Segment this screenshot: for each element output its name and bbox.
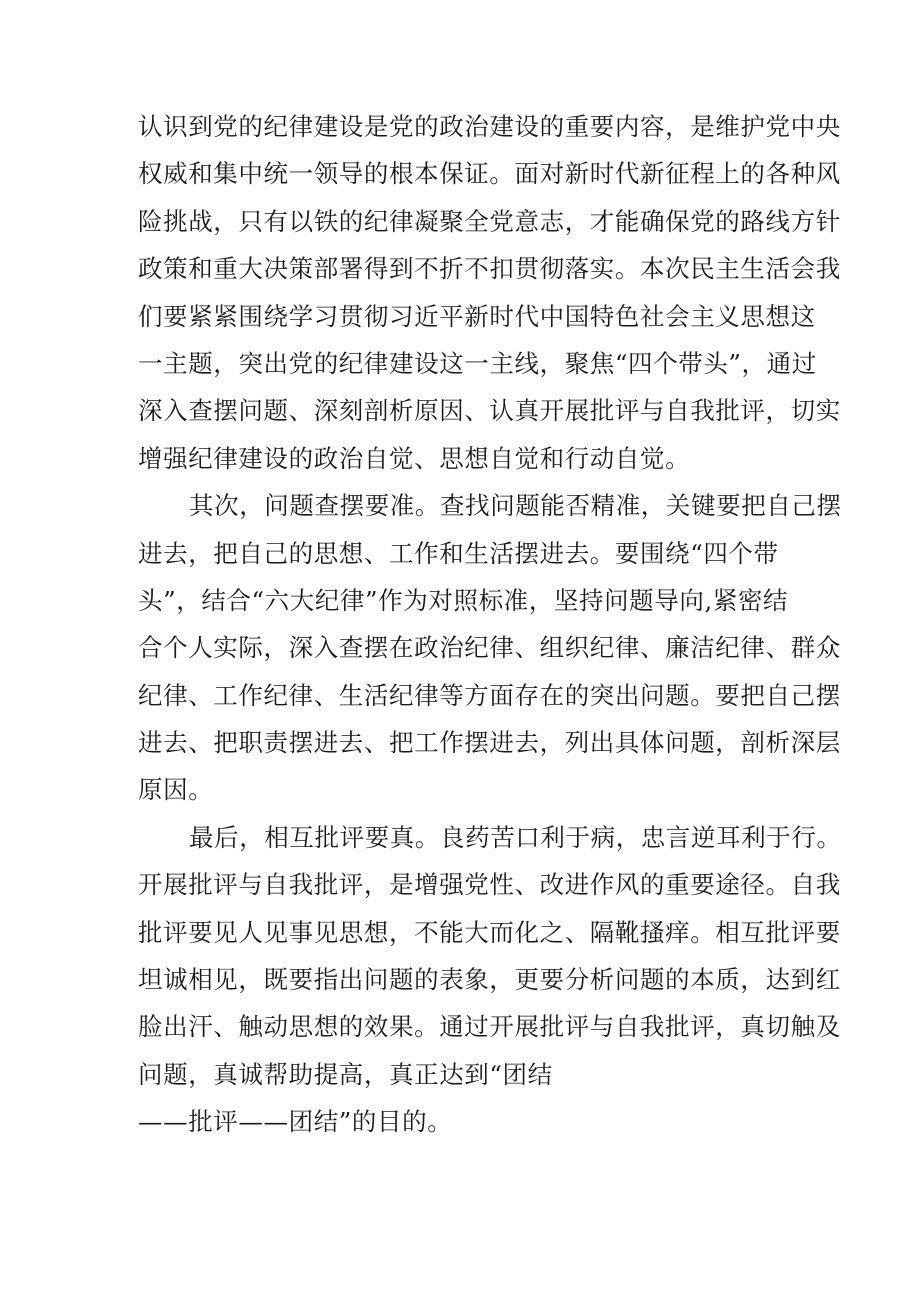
paragraph [138,482,842,814]
text-line: 批评要见人见事见思想，不能大而化之、隔靴搔痒。相互批评要 [138,917,841,947]
text-line: 进去、把职责摆进去、把工作摆进去，列出具体问题，剖析深层 [138,728,841,758]
text-line: 头”，结合“六大纪律”作为对照标准，坚持问题导向,紧密结 [138,585,789,615]
text-line: 原因。 [138,775,214,805]
text-line: 险挑战，只有以铁的纪律凝聚全党意志，才能确保党的路线方针 [138,206,841,236]
text-line: 们要紧紧围绕学习贯彻习近平新时代中国特色社会主义思想这 [138,301,816,331]
text-line: 认识到党的纪律建设是党的政治建设的重要内容，是维护党中央 [138,112,841,141]
text-line: 坦诚相见，既要指出问题的表象，更要分析问题的本质，达到红 [138,965,841,995]
text-line: 权威和集中统一领导的根本保证。面对新时代新征程上的各种风 [138,159,841,189]
text-line: 合个人实际，深入查摆在政治纪律、组织纪律、廉洁纪律、群众 [138,633,841,663]
text-line: 进去，把自己的思想、工作和生活摆进去。要围绕“四个带 [138,538,779,568]
text-line: 脸出汗、触动思想的效果。通过开展批评与自我批评，真切触及 [138,1012,841,1042]
text-line: 深入查摆问题、深刻剖析原因、认真开展批评与自我批评，切实 [138,396,841,426]
text-line: 政策和重大决策部署得到不折不扣贯彻落实。本次民主生活会我 [138,254,841,284]
text-line: 开展批评与自我批评，是增强党性、改进作风的重要途径。自我 [138,870,841,900]
text-line: 纪律、工作纪律、生活纪律等方面存在的突出问题。要把自己摆 [138,680,841,710]
paragraph [138,103,841,482]
text-line: 问题，真诚帮助提高，真正达到“团结 [138,1059,553,1089]
text-line: 最后，相互批评要真。良药苦口利于病，忠言逆耳利于行。 [189,822,842,852]
text-line: 增强纪律建设的政治自觉、思想自觉和行动自觉。 [138,443,691,473]
text-line: ——批评——团结”的目的。 [138,1107,453,1137]
paragraph [138,814,842,1146]
document-body [138,103,842,1146]
text-line: 其次，问题查摆要准。查找问题能否精准，关键要把自己摆 [189,491,842,521]
text-line: 一主题，突出党的纪律建设这一主线，聚焦“四个带头”，通过 [138,348,817,378]
